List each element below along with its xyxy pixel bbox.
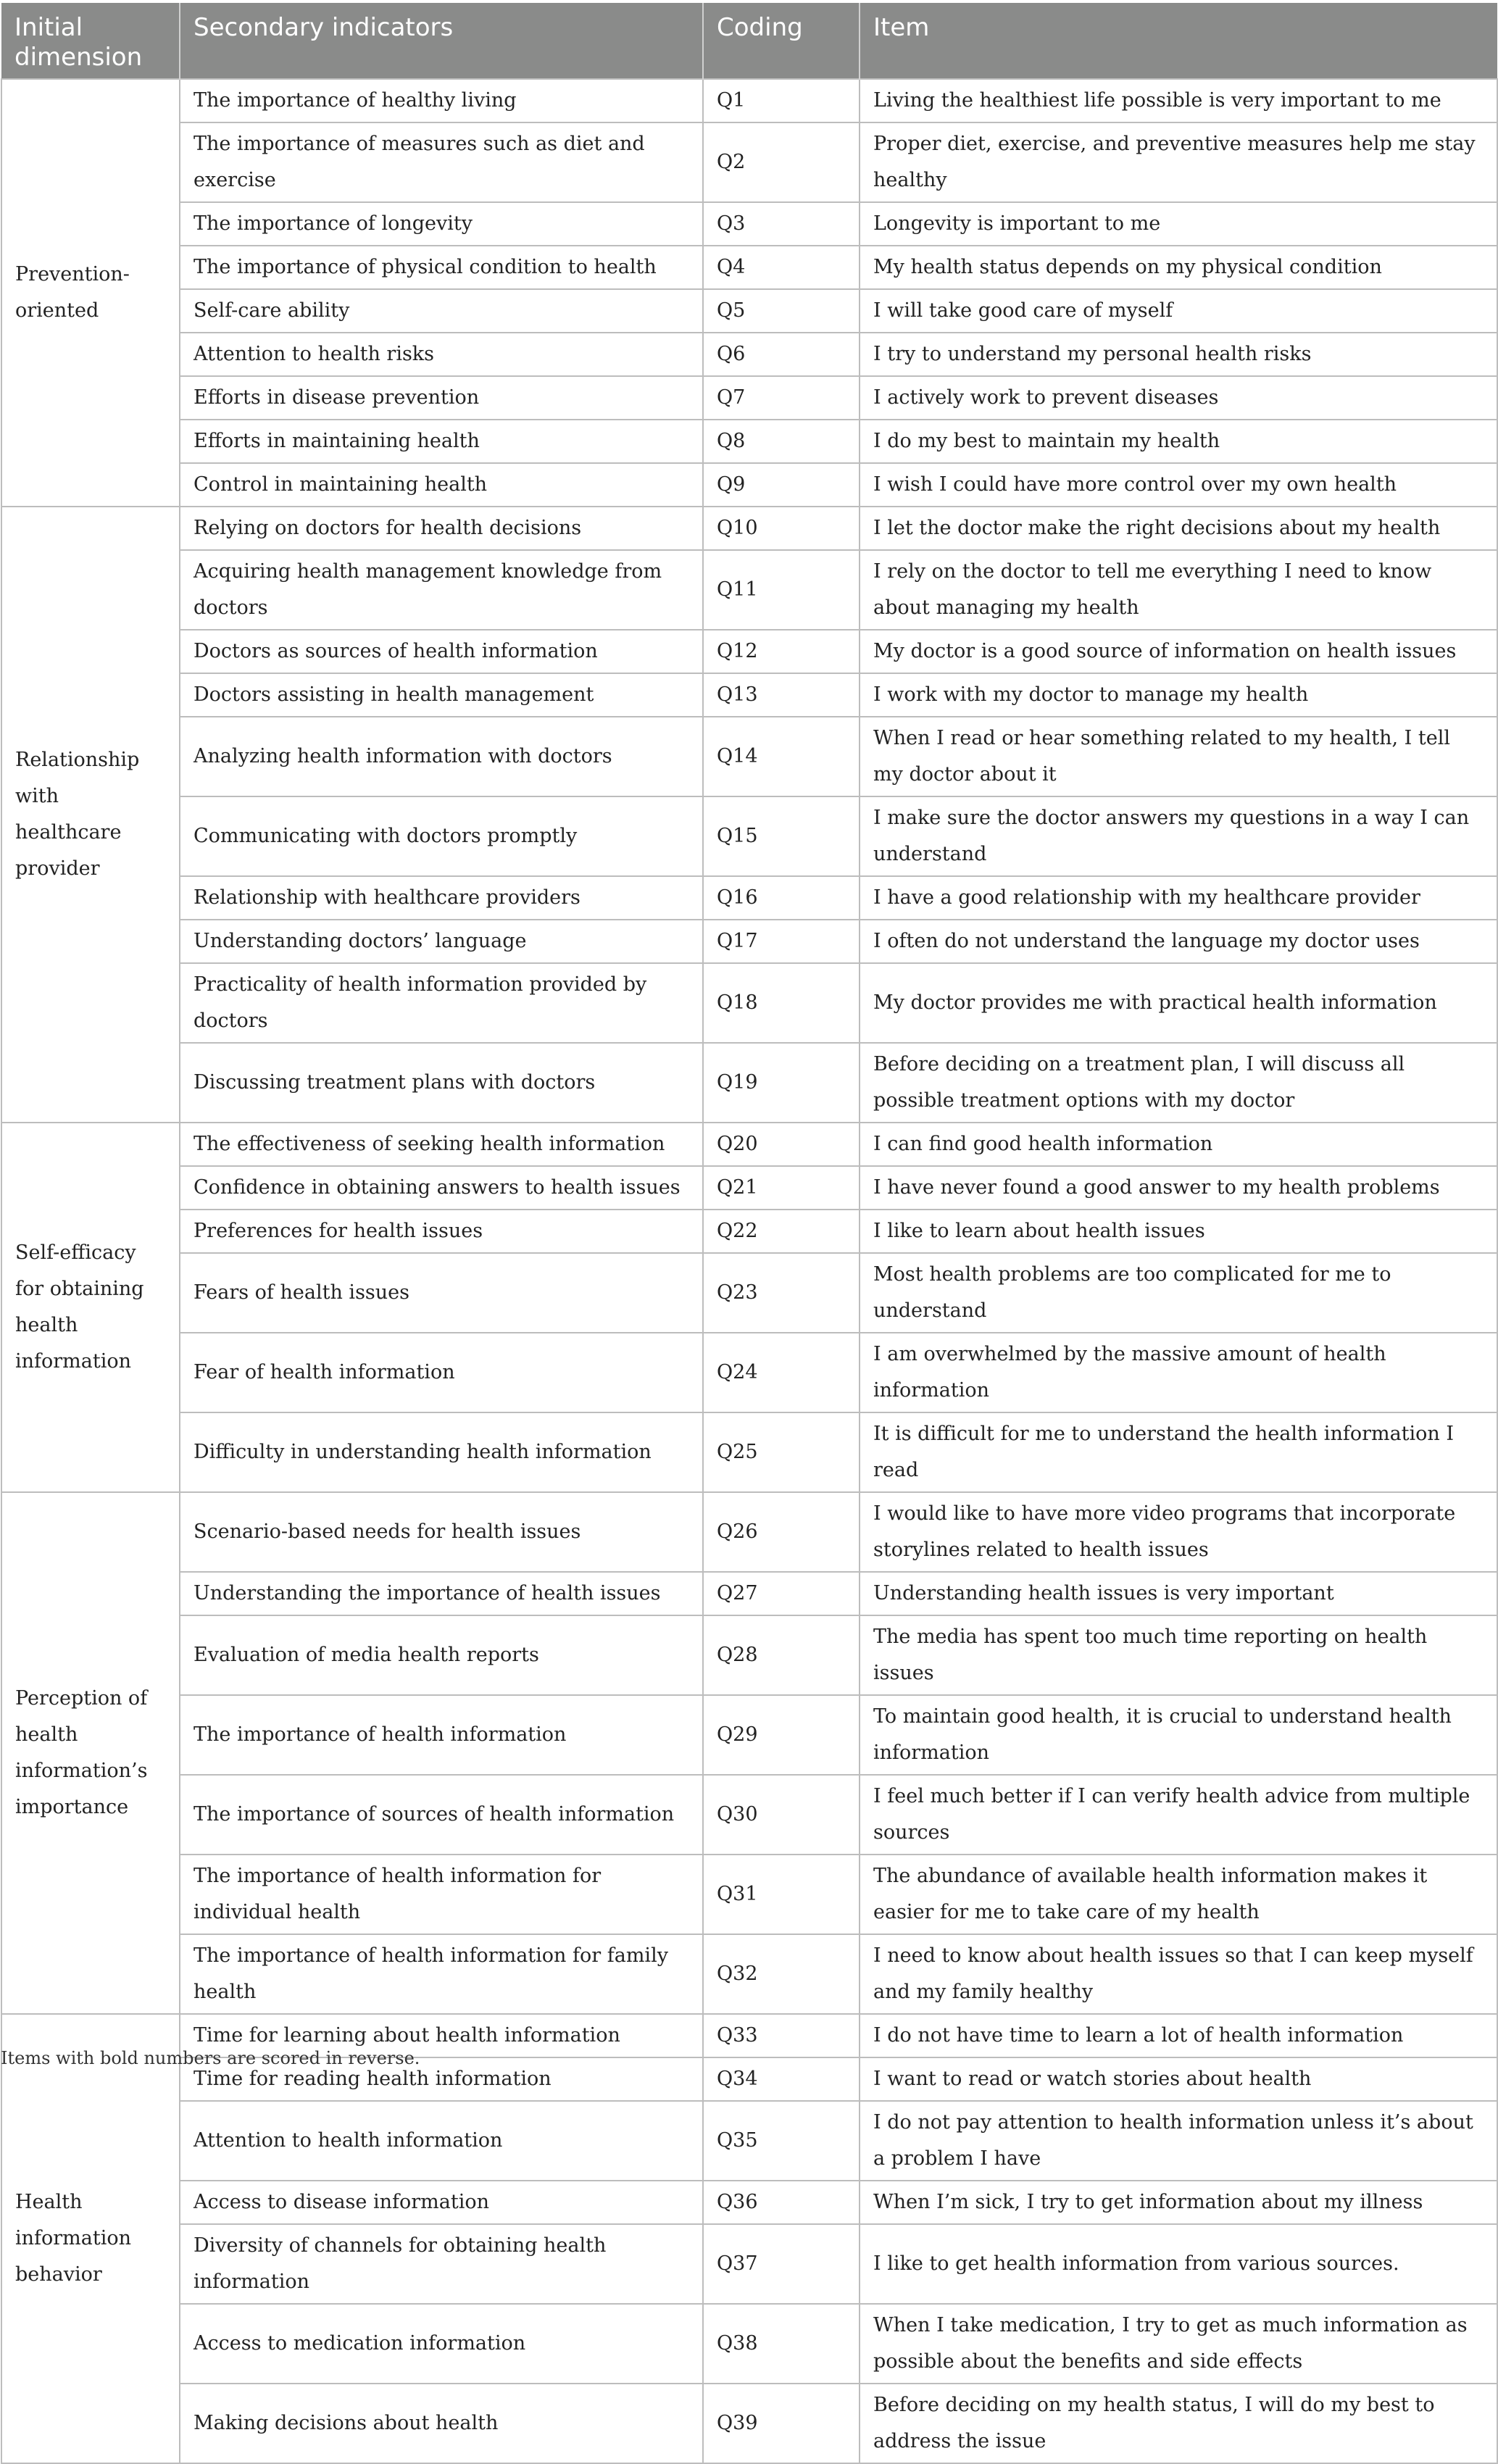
table-row xyxy=(1,1412,1497,1492)
indicator-cell: The importance of health information for individual health xyxy=(180,1855,703,1934)
dimension-cell: Perception of health information’s importance xyxy=(1,1492,180,2014)
indicator-table xyxy=(1,3,1498,2464)
item-cell: Most health problems are too complicated for me to understand xyxy=(860,1253,1497,1333)
coding-cell: Q15 xyxy=(703,796,860,876)
header-secondary-indicators: Secondary indicators xyxy=(180,3,703,79)
table-row xyxy=(1,79,1497,122)
coding-cell: Q33 xyxy=(703,2014,860,2057)
coding-cell: Q6 xyxy=(703,333,860,376)
table-row xyxy=(1,2224,1497,2304)
coding-cell: Q2 xyxy=(703,122,860,202)
table-row xyxy=(1,333,1497,376)
item-cell: I can find good health information xyxy=(860,1123,1497,1166)
indicator-cell: Evaluation of media health reports xyxy=(180,1615,703,1695)
table-row xyxy=(1,1492,1497,1572)
item-cell: I need to know about health issues so that I can keep myself and my family healthy xyxy=(860,1934,1497,2014)
indicator-cell: The importance of longevity xyxy=(180,202,703,246)
coding-cell: Q4 xyxy=(703,246,860,289)
item-cell: Longevity is important to me xyxy=(860,202,1497,246)
table-row xyxy=(1,1123,1497,1166)
item-cell: I wish I could have more control over my own health xyxy=(860,463,1497,507)
indicator-cell: Efforts in disease prevention xyxy=(180,376,703,420)
coding-cell: Q13 xyxy=(703,673,860,717)
indicator-cell: The importance of measures such as diet and exercise xyxy=(180,122,703,202)
indicator-cell: The importance of sources of health information xyxy=(180,1775,703,1855)
table-row xyxy=(1,463,1497,507)
header-initial-dimension: Initial dimension xyxy=(1,3,180,79)
coding-cell: Q37 xyxy=(703,2224,860,2304)
coding-cell: Q19 xyxy=(703,1043,860,1123)
indicator-cell: Attention to health information xyxy=(180,2101,703,2181)
coding-cell: Q27 xyxy=(703,1572,860,1615)
header-row xyxy=(1,3,1497,79)
item-cell: I work with my doctor to manage my health xyxy=(860,673,1497,717)
table-row xyxy=(1,2181,1497,2224)
table-row xyxy=(1,673,1497,717)
indicator-cell: Control in maintaining health xyxy=(180,463,703,507)
item-cell: The abundance of available health information makes it easier for me to take care of my health xyxy=(860,1855,1497,1934)
dimension-cell: Prevention-oriented xyxy=(1,79,180,507)
coding-cell: Q17 xyxy=(703,920,860,963)
indicator-cell: The importance of health information xyxy=(180,1695,703,1775)
indicator-cell: Access to medication information xyxy=(180,2304,703,2384)
table-row xyxy=(1,246,1497,289)
item-cell: I rely on the doctor to tell me everything I need to know about managing my health xyxy=(860,550,1497,630)
coding-cell: Q9 xyxy=(703,463,860,507)
indicator-cell: Confidence in obtaining answers to health issues xyxy=(180,1166,703,1210)
coding-cell: Q28 xyxy=(703,1615,860,1695)
item-cell: I feel much better if I can verify health advice from multiple sources xyxy=(860,1775,1497,1855)
indicator-cell: The importance of healthy living xyxy=(180,79,703,122)
item-cell: Living the healthiest life possible is very important to me xyxy=(860,79,1497,122)
item-cell: I want to read or watch stories about health xyxy=(860,2057,1497,2101)
table-row xyxy=(1,1695,1497,1775)
dimension-cell: Self-efficacy for obtaining health information xyxy=(1,1123,180,1492)
item-cell: I like to learn about health issues xyxy=(860,1210,1497,1253)
header-coding: Coding xyxy=(703,3,860,79)
item-cell: I actively work to prevent diseases xyxy=(860,376,1497,420)
table-row xyxy=(1,1166,1497,1210)
indicator-cell: Preferences for health issues xyxy=(180,1210,703,1253)
dimension-cell: Health information behavior xyxy=(1,2014,180,2463)
item-cell: I would like to have more video programs that incorporate storylines related to health issues xyxy=(860,1492,1497,1572)
table-row xyxy=(1,1210,1497,1253)
coding-cell: Q24 xyxy=(703,1333,860,1412)
coding-cell: Q38 xyxy=(703,2304,860,2384)
indicator-cell: Understanding doctors’ language xyxy=(180,920,703,963)
coding-cell: Q32 xyxy=(703,1934,860,2014)
table-row xyxy=(1,2384,1497,2463)
coding-cell: Q22 xyxy=(703,1210,860,1253)
coding-cell: Q8 xyxy=(703,420,860,463)
coding-cell: Q10 xyxy=(703,507,860,550)
table-row xyxy=(1,717,1497,796)
item-cell: When I read or hear something related to my health, I tell my doctor about it xyxy=(860,717,1497,796)
table-row xyxy=(1,796,1497,876)
item-cell: To maintain good health, it is crucial to understand health information xyxy=(860,1695,1497,1775)
coding-cell: Q7 xyxy=(703,376,860,420)
coding-cell: Q11 xyxy=(703,550,860,630)
indicator-cell: Discussing treatment plans with doctors xyxy=(180,1043,703,1123)
item-cell: I let the doctor make the right decisions about my health xyxy=(860,507,1497,550)
item-cell: My health status depends on my physical condition xyxy=(860,246,1497,289)
table-row xyxy=(1,963,1497,1043)
item-cell: I try to understand my personal health risks xyxy=(860,333,1497,376)
indicator-cell: Making decisions about health xyxy=(180,2384,703,2463)
table-row xyxy=(1,1572,1497,1615)
table-row xyxy=(1,122,1497,202)
indicator-cell: Practicality of health information provided by doctors xyxy=(180,963,703,1043)
item-cell: I do not pay attention to health information unless it’s about a problem I have xyxy=(860,2101,1497,2181)
table-row xyxy=(1,1615,1497,1695)
table-row xyxy=(1,1253,1497,1333)
table-row xyxy=(1,550,1497,630)
indicator-cell: Scenario-based needs for health issues xyxy=(180,1492,703,1572)
indicator-cell: Fears of health issues xyxy=(180,1253,703,1333)
coding-cell: Q34 xyxy=(703,2057,860,2101)
table-row xyxy=(1,876,1497,920)
indicator-cell: The importance of physical condition to health xyxy=(180,246,703,289)
item-cell: Proper diet, exercise, and preventive measures help me stay healthy xyxy=(860,122,1497,202)
coding-cell: Q35 xyxy=(703,2101,860,2181)
table-footnote: Items with bold numbers are scored in reverse. xyxy=(1,2048,420,2068)
indicator-cell: Doctors as sources of health information xyxy=(180,630,703,673)
coding-cell: Q25 xyxy=(703,1412,860,1492)
indicator-cell: Attention to health risks xyxy=(180,333,703,376)
table-row xyxy=(1,1333,1497,1412)
indicator-cell: Self-care ability xyxy=(180,289,703,333)
indicator-cell: Doctors assisting in health management xyxy=(180,673,703,717)
header-item: Item xyxy=(860,3,1497,79)
coding-cell: Q1 xyxy=(703,79,860,122)
table-row xyxy=(1,1934,1497,2014)
coding-cell: Q12 xyxy=(703,630,860,673)
table-row xyxy=(1,1775,1497,1855)
item-cell: When I take medication, I try to get as much information as possible about the benefits and side effects xyxy=(860,2304,1497,2384)
item-cell: I have never found a good answer to my health problems xyxy=(860,1166,1497,1210)
indicator-cell: Efforts in maintaining health xyxy=(180,420,703,463)
table-row xyxy=(1,420,1497,463)
table-row xyxy=(1,920,1497,963)
coding-cell: Q26 xyxy=(703,1492,860,1572)
item-cell: My doctor provides me with practical health information xyxy=(860,963,1497,1043)
item-cell: I will take good care of myself xyxy=(860,289,1497,333)
table-row xyxy=(1,630,1497,673)
item-cell: I like to get health information from various sources. xyxy=(860,2224,1497,2304)
item-cell: I am overwhelmed by the massive amount of health information xyxy=(860,1333,1497,1412)
table-row xyxy=(1,289,1497,333)
dimension-cell: Relationship with healthcare provider xyxy=(1,507,180,1123)
item-cell: I do not have time to learn a lot of health information xyxy=(860,2014,1497,2057)
coding-cell: Q14 xyxy=(703,717,860,796)
coding-cell: Q21 xyxy=(703,1166,860,1210)
indicator-cell: Understanding the importance of health issues xyxy=(180,1572,703,1615)
table-row xyxy=(1,2304,1497,2384)
table-row xyxy=(1,1043,1497,1123)
item-cell: Understanding health issues is very important xyxy=(860,1572,1497,1615)
item-cell: It is difficult for me to understand the health information I read xyxy=(860,1412,1497,1492)
item-cell: When I’m sick, I try to get information about my illness xyxy=(860,2181,1497,2224)
indicator-cell: Time for reading health information xyxy=(180,2057,703,2101)
coding-cell: Q31 xyxy=(703,1855,860,1934)
indicator-cell: The effectiveness of seeking health information xyxy=(180,1123,703,1166)
coding-cell: Q39 xyxy=(703,2384,860,2463)
indicator-cell: Fear of health information xyxy=(180,1333,703,1412)
item-cell: The media has spent too much time reporting on health issues xyxy=(860,1615,1497,1695)
indicator-cell: Acquiring health management knowledge from doctors xyxy=(180,550,703,630)
coding-cell: Q30 xyxy=(703,1775,860,1855)
coding-cell: Q18 xyxy=(703,963,860,1043)
coding-cell: Q20 xyxy=(703,1123,860,1166)
coding-cell: Q5 xyxy=(703,289,860,333)
item-cell: I do my best to maintain my health xyxy=(860,420,1497,463)
item-cell: Before deciding on a treatment plan, I will discuss all possible treatment options with my doctor xyxy=(860,1043,1497,1123)
item-cell: I often do not understand the language my doctor uses xyxy=(860,920,1497,963)
coding-cell: Q36 xyxy=(703,2181,860,2224)
item-cell: Before deciding on my health status, I will do my best to address the issue xyxy=(860,2384,1497,2463)
item-cell: My doctor is a good source of information on health issues xyxy=(860,630,1497,673)
coding-cell: Q29 xyxy=(703,1695,860,1775)
table-row xyxy=(1,507,1497,550)
indicator-cell: Relationship with healthcare providers xyxy=(180,876,703,920)
indicator-cell: Analyzing health information with doctors xyxy=(180,717,703,796)
coding-cell: Q3 xyxy=(703,202,860,246)
indicator-cell: The importance of health information for family health xyxy=(180,1934,703,2014)
coding-cell: Q23 xyxy=(703,1253,860,1333)
indicator-cell: Access to disease information xyxy=(180,2181,703,2224)
indicator-cell: Relying on doctors for health decisions xyxy=(180,507,703,550)
table-row xyxy=(1,376,1497,420)
coding-cell: Q16 xyxy=(703,876,860,920)
item-cell: I make sure the doctor answers my questions in a way I can understand xyxy=(860,796,1497,876)
table-row xyxy=(1,202,1497,246)
indicator-cell: Communicating with doctors promptly xyxy=(180,796,703,876)
indicator-cell: Difficulty in understanding health information xyxy=(180,1412,703,1492)
table-row xyxy=(1,2101,1497,2181)
item-cell: I have a good relationship with my healthcare provider xyxy=(860,876,1497,920)
indicator-cell: Time for learning about health information xyxy=(180,2014,703,2057)
table-body xyxy=(1,79,1497,2463)
table-row xyxy=(1,1855,1497,1934)
indicator-cell: Diversity of channels for obtaining health information xyxy=(180,2224,703,2304)
